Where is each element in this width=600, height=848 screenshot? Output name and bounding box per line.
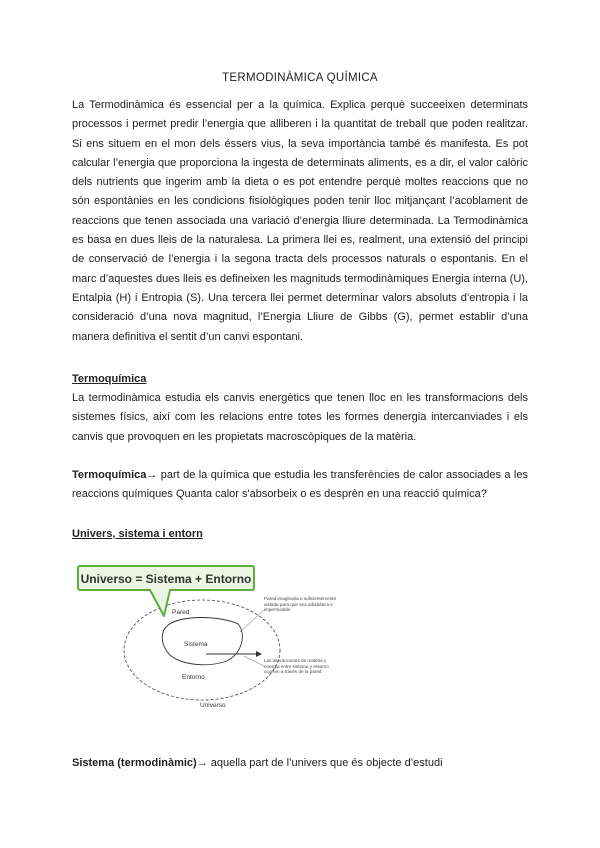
univers-heading: Univers, sistema i entorn bbox=[72, 528, 203, 540]
definition-termoquimica bbox=[72, 466, 528, 505]
termoquimica-paragraph: La termodinàmica estudia els canvis energètics que tenen lloc en les transformacions dels sistemes físics, així com les relacions entre totes les formes denergia intercanviades i els canvis que provoquen en les propietats macroscòpiques de la matèria. bbox=[72, 392, 528, 443]
note-pared: Pared imaginaria o suficientemente aislada para que sea adiabática e impermeable bbox=[264, 596, 337, 613]
definition-text: part de la química que estudia les transferències de calor associades a les reaccions químiques Quanta calor s'absorbeix o es desprèn en una reacció química? bbox=[72, 469, 528, 501]
entorno-label: Entorno bbox=[182, 674, 205, 681]
arrow-icon: → bbox=[146, 469, 158, 481]
definition-text: aquella part de l’univers que és objecte d’estudi bbox=[207, 757, 443, 769]
universo-label: Universo bbox=[200, 702, 226, 709]
page-title: TERMODINÀMICA QUÍMICA bbox=[222, 72, 378, 84]
universe-boundary bbox=[124, 600, 280, 700]
banner-pointer bbox=[150, 590, 170, 616]
banner-text: Universo = Sistema + Entorno bbox=[80, 572, 252, 586]
definition-sistema bbox=[72, 754, 528, 773]
universe-system-diagram bbox=[72, 558, 342, 716]
termoquimica-heading: Termoquímica bbox=[72, 373, 147, 385]
note-interactions: Las interacciones de materia y energía entre sistema y entorno ocurren a través de la pared bbox=[264, 658, 329, 675]
arrow-icon: → bbox=[196, 757, 208, 769]
pared-label: Pared bbox=[172, 609, 190, 616]
sistema-label: Sistema bbox=[184, 641, 208, 648]
definition-term: Termoquímica bbox=[72, 469, 147, 481]
intro-paragraph: La Termodinàmica és essencial per a la química. Explica perquè succeeixen determinats processos i permet predir l’energia que alliberen i la quantitat de treball que poden realitzar. Si ens situem en el mon dels éssers vius, la seva importància també és manifesta. Es pot calcular l’energia que proporciona la ingesta de determinats aliments, es a dir, el valor calòric dels nutrients que ingerim amb la dieta o es pot entendre perquè moltes reaccions que no són espontànies en les condicions fisiològiques poden tenir lloc mitjançant l’acoblament de reaccions que tenen associada una variació d’energia lliure determinada. La Termodinàmica es basa en dues lleis de la naturalesa. La primera llei es, realment, una extensió del principi de conservació de l’energia i la segona tracta dels processos naturals o espontanis. En el marc d’aquestes dues lleis es defineixen les magnituds termodinàmiques Energia interna (U), Entalpia (H) i Entropia (S). Una tercera llei permet determinar valors absoluts d’entropia i la consideració d’una nova magnitud, l’Energia Lliure de Gibbs (G), permet establir d’una manera definitiva el sentit d’un canvi espontani. bbox=[72, 99, 528, 343]
definition-term: Sistema (termodinàmic) bbox=[72, 757, 197, 769]
